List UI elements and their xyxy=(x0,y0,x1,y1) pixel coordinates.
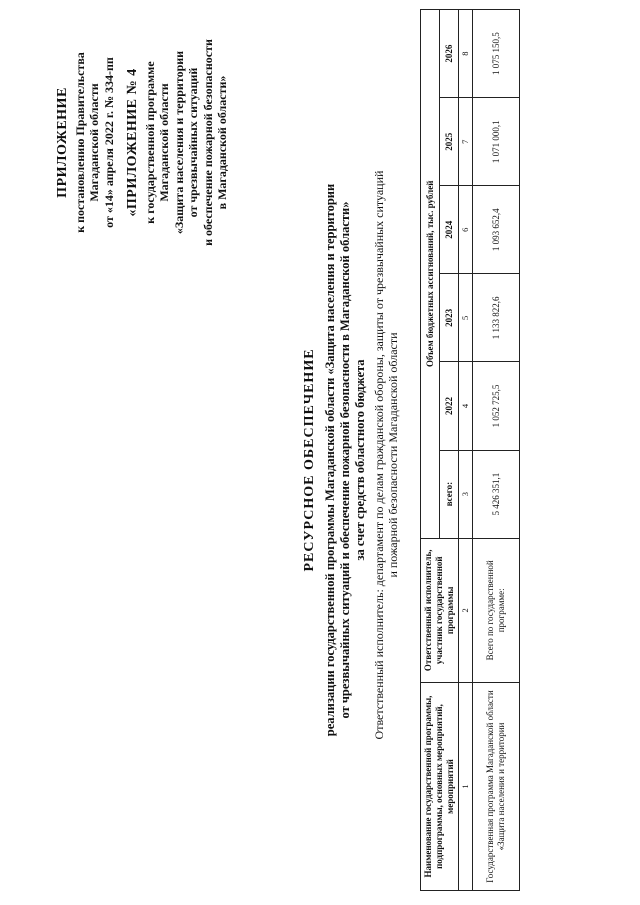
sub-appendix-line: в Магаданской области» xyxy=(215,75,229,210)
document-subtitle: за счет средств областного бюджета xyxy=(353,359,367,561)
appendix-block xyxy=(56,20,230,265)
subheader-year: 2022 xyxy=(440,362,459,450)
document-subtitle: от чрезвычайных ситуаций и обеспечение пожарной безопасности в Магаданской области» xyxy=(338,201,352,719)
column-number: 1 xyxy=(459,683,473,891)
value-2025-cell: 1 071 000,1 xyxy=(473,98,520,186)
table-header-row xyxy=(421,10,440,891)
value-2023-cell: 1 133 822,6 xyxy=(473,274,520,362)
document-title: РЕСУРСНОЕ ОБЕСПЕЧЕНИЕ xyxy=(302,348,317,572)
column-number: 8 xyxy=(459,10,473,98)
subheader-year: 2023 xyxy=(440,274,459,362)
resource-table xyxy=(420,9,520,891)
col-executor-header: Ответственный исполнитель, участник государственной программы xyxy=(421,538,459,682)
document-subtitle: реализации государственной программы Магаданской области «Защита населения и территории xyxy=(323,183,337,737)
column-number-row xyxy=(459,10,473,891)
executor-line: Ответственный исполнитель: департамент по делам гражданской обороны, защиты от чрезвычайных ситуаций xyxy=(372,170,386,740)
responsible-executor xyxy=(372,130,400,780)
value-total-cell: 5 426 351,1 xyxy=(473,450,520,538)
appendix-date-line: от «14» апреля 2022 г. № 334-пп xyxy=(101,57,116,228)
sub-appendix-line: Магаданской области xyxy=(157,83,171,202)
sub-appendix-line: к государственной программе xyxy=(142,61,157,224)
column-number: 3 xyxy=(459,450,473,538)
column-number: 6 xyxy=(459,186,473,274)
subheader-year: 2025 xyxy=(440,98,459,186)
budget-header: Объем бюджетных ассигнований, тыс. рублей xyxy=(421,10,440,539)
executor-cell: Всего по государственной программе: xyxy=(473,538,520,682)
column-number: 5 xyxy=(459,274,473,362)
executor-line: и пожарной безопасности Магаданской области xyxy=(386,332,400,578)
sub-appendix-heading: «ПРИЛОЖЕНИЕ № 4 xyxy=(125,68,140,217)
appendix-line: Магаданской области xyxy=(87,83,101,202)
value-2026-cell: 1 075 150,5 xyxy=(473,10,520,98)
col-name-header: Наименование государственной программы, подпрограммы, основных мероприятий, мероприятий xyxy=(421,683,459,891)
document-title-block xyxy=(302,95,368,825)
column-number: 7 xyxy=(459,98,473,186)
appendix-heading: ПРИЛОЖЕНИЕ xyxy=(55,87,70,198)
value-2024-cell: 1 093 652,4 xyxy=(473,186,520,274)
program-name-cell: Государственная программа Магаданской области «Защита населения и территории xyxy=(473,683,520,891)
column-number: 4 xyxy=(459,362,473,450)
column-number: 2 xyxy=(459,538,473,682)
subheader-year: 2026 xyxy=(440,10,459,98)
subheader-total: всего: xyxy=(440,450,459,538)
subheader-year: 2024 xyxy=(440,186,459,274)
value-2022-cell: 1 052 725,5 xyxy=(473,362,520,450)
sub-appendix-line: от чрезвычайных ситуаций xyxy=(186,67,200,218)
appendix-line: к постановлению Правительства xyxy=(72,52,87,233)
sub-appendix-line: «Защита населения и территории xyxy=(171,50,186,235)
table-row xyxy=(473,10,520,891)
sub-appendix-line: и обеспечение пожарной безопасности xyxy=(200,39,215,246)
